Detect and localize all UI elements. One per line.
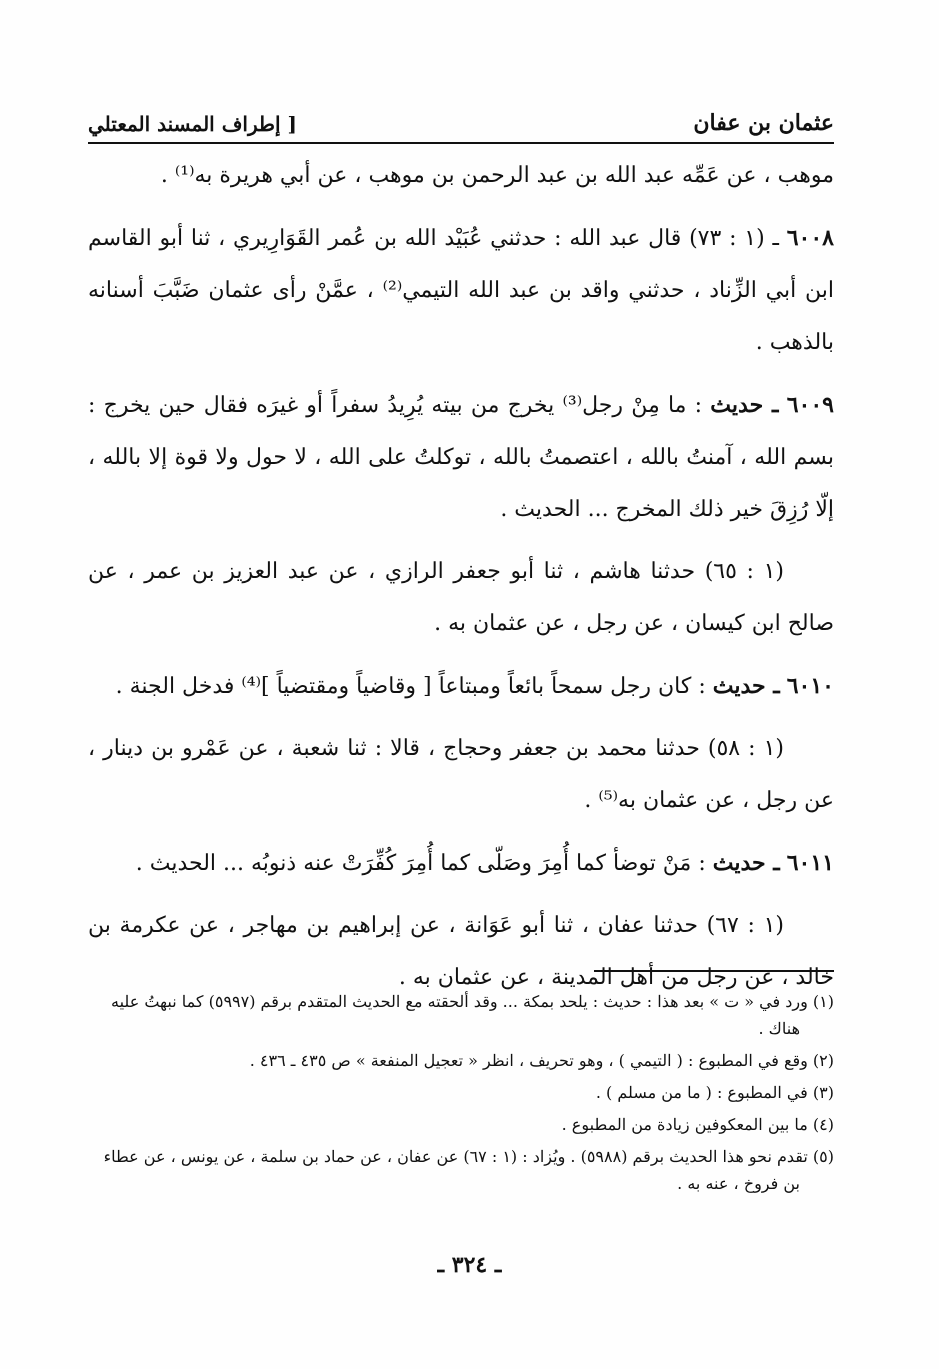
footnote: (٤) ما بين المعكوفين زيادة من المطبوع . [561,1115,834,1134]
entry-keyword: ـ حديث [712,850,780,876]
entry-number: ٦٠٠٨ [786,225,834,251]
entry-text: : كان رجل سمحاً بائعاً ومبتاعاً [ وقاضياً ومقتضياً ]⁽⁴⁾ فدخل الجنة . [115,674,706,699]
footnote: (٢) وقع في المطبوع : ( التيمي ) ، وهو تحريف ، انظر « تعجيل المنفعة » ص ٤٣٥ ـ ٤٣٦ . [249,1051,834,1070]
footnotes [88,988,834,1202]
page-number: ـ ٣٢٤ ـ [437,1252,502,1278]
entry-6009-source: (١ : ٦٥) حدثنا هاشم ، ثنا أبو جعفر الرازي ، عن عبد العزيز بن عمر ، عن صالح ابن كيسان ، عن رجل ، عن عثمان به . [88,559,834,636]
continuation-paragraph: موهب ، عن عَمِّه عبد الله بن عبد الرحمن بن موهب ، عن أبي هريرة به⁽¹⁾ . [160,163,834,188]
entry-number: ٦٠٠٩ [786,392,834,418]
entry-text: : مَنْ توضأ كما أُمِرَ وصَلّى كما أُمِرَ كُفِّرَتْ عنه ذنوبُه ... الحديث . [135,851,706,876]
entry-6010-source: (١ : ٥٨) حدثنا محمد بن جعفر وحجاج ، قالا : ثنا شعبة ، عن عَمْرو بن دينار ، عن رجل ، عن عثمان به⁽⁵⁾ . [88,736,834,813]
header-book-title: [ إطراف المسند المعتلي [88,112,297,136]
footnote: (٣) في المطبوع : ( ما من مسلم ) . [595,1083,834,1102]
entry-6011-source: (١ : ٦٧) حدثنا عفان ، ثنا أبو عَوَانة ، عن إبراهيم بن مهاجر ، عن عكرمة بن خالد ، عن رجل من أهل المدينة ، عن عثمان به . [88,913,834,990]
entry-text: : ما مِنْ رجل⁽³⁾ يخرج من بيته يُرِيدُ سفراً أو غيرَه فقال حين يخرج : بسم الله ، آمنتُ بالله ، اعتصمتُ بالله ، توكلتُ على الله ، لا حول ولا قوة إلا بالله ، إلّا رُزِقَ خير ذلك المخرج ... الحديث . [88,393,834,522]
entry-6010 [88,660,834,713]
entry-text: ـ (١ : ٧٣) قال عبد الله : حدثني عُبَيْد الله بن عُمر القَوَارِيري ، ثنا أبو القاسم ابن أبي الزِّناد ، حدثني واقد بن عبد الله التيمي⁽²⁾ ، عمَّنْ رأى عثمان ضَبَّبَ أسنانه بالذهب . [88,226,834,355]
entry-number: ٦٠١١ [786,850,834,876]
running-header [88,96,834,144]
entry-6009 [88,379,834,536]
footnote: (١) ورد في « ت » بعد هذا : حديث : يلحد بمكة ... وقد ألحقته مع الحديث المتقدم برقم (٥٩٩٧) كما نبهتُ عليه هناك . [110,992,834,1038]
footnote-separator [594,970,834,972]
entry-6008 [88,212,834,369]
entry-6011 [88,837,834,890]
footnote: (٥) تقدم نحو هذا الحديث برقم (٥٩٨٨) . ويُزاد : (١ : ٦٧) عن عفان ، عن حماد بن سلمة ، عن يونس ، عن عطاء بن فروخ ، عنه به . [103,1147,834,1193]
main-text [88,150,834,1014]
header-section-title: عثمان بن عفان [693,110,834,136]
entry-keyword: ـ حديث [712,673,780,699]
entry-keyword: ـ حديث [710,392,779,418]
entry-number: ٦٠١٠ [786,673,834,699]
